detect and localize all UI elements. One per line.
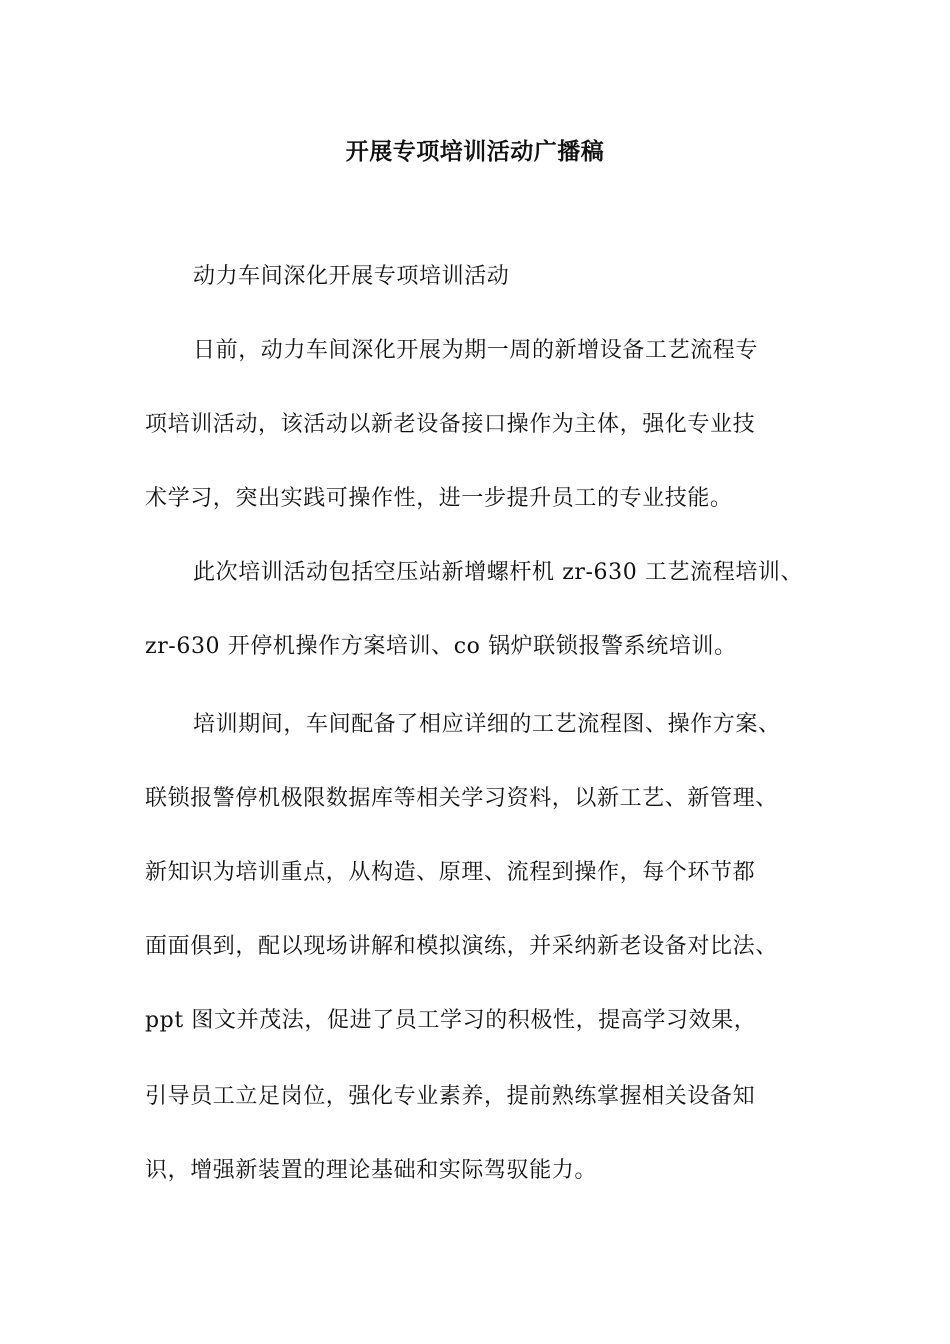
paragraph-3-line-6: 引导员工立足岗位，强化专业素养，提前熟练掌握相关设备知 — [145, 1084, 756, 1109]
paragraph-1-line-1: 日前，动力车间深化开展为期一周的新增设备工艺流程专 — [193, 338, 759, 363]
paragraph-3-line-2: 联锁报警停机极限数据库等相关学习资料，以新工艺、新管理、 — [145, 786, 778, 811]
subtitle-line: 动力车间深化开展专项培训活动 — [193, 264, 510, 289]
paragraph-3-line-5: ppt 图文并茂法，促进了员工学习的积极性，提高学习效果， — [145, 1008, 757, 1033]
paragraph-3-line-3: 新知识为培训重点，从构造、原理、流程到操作，每个环节都 — [145, 860, 756, 885]
paragraph-3-line-7: 识，增强新装置的理论基础和实际驾驭能力。 — [145, 1158, 598, 1183]
paragraph-3-line-1: 培训期间，车间配备了相应详细的工艺流程图、操作方案、 — [193, 712, 781, 737]
paragraph-3-line-4: 面面俱到，配以现场讲解和模拟演练，并采纳新老设备对比法、 — [145, 934, 778, 959]
paragraph-2-line-2: zr-630 开停机操作方案培训、co 锅炉联锁报警系统培训。 — [145, 634, 737, 659]
paragraph-1-line-3: 术学习，突出实践可操作性，进一步提升员工的专业技能。 — [145, 486, 733, 511]
paragraph-1-line-2: 项培训活动，该活动以新老设备接口操作为主体，强化专业技 — [145, 412, 756, 437]
document-title: 开展专项培训活动广播稿 — [345, 138, 605, 165]
paragraph-2-line-1: 此次培训活动包括空压站新增螺杆机 zr-630 工艺流程培训、 — [193, 560, 804, 585]
